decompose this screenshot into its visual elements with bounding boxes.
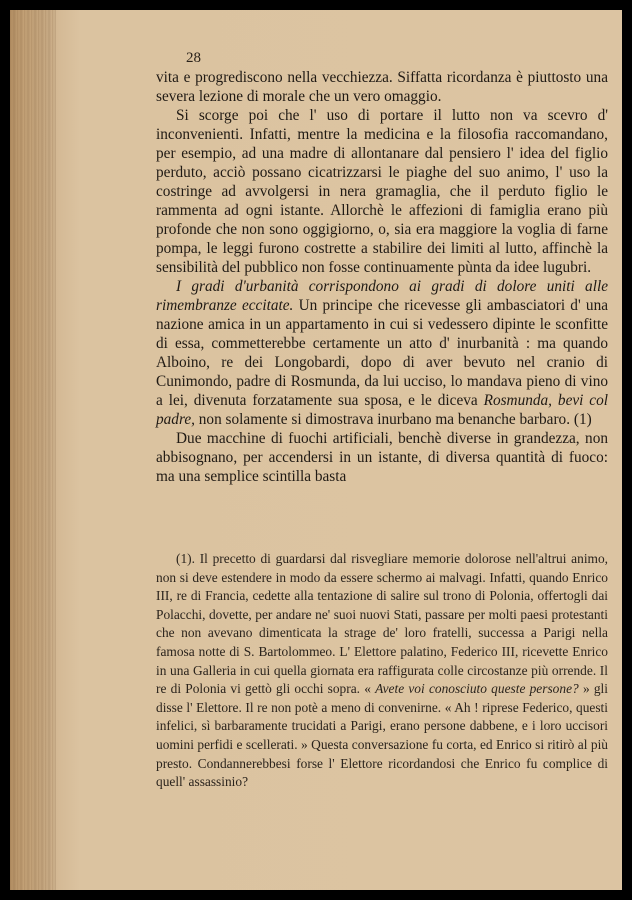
page-number: 28	[186, 50, 201, 66]
text-segment: » gli disse l' Elettore. Il re non potè a meno di convenirne. « Ah ! riprese Federico, questi infelici, sì barbaramente trucidati a Parigi, erano persone dabbene, e i loro uccisori uomini perfidi e scellerati. » Questa conversazione fu corta, ed Enrico si ritirò al più presto. Condannerebbesi forse l' Elettore ricordandosi che Enrico fu complice di quell' assassinio?	[156, 681, 608, 790]
page-gutter	[10, 10, 56, 890]
text-segment: non solamente si dimostrava inurbano ma benanche barbaro. (1)	[194, 411, 592, 428]
italic-quote: Avete voi conosciuto queste persone?	[375, 681, 579, 697]
italic-quote: Rosmunda, bevi col padre,	[156, 392, 608, 428]
paragraph	[156, 106, 608, 277]
text-segment: Si scorge poi che l' uso di portare il lutto non va scevro d' inconvenienti. Infatti, mentre la medicina e la filosofia raccomandano, per esempio, ad una madre di allontanare dal pensiero l' idea del figlio perduto, acciò possano cicatrizzarsi le piaghe del suo animo, l' uso la costringe ad avvolgersi in nera gramaglia, che il perduto figlio le rammenta ad ogni istante. Allorchè le affezioni di famiglia erano più profonde che non sono oggigiorno, o, sia era maggiore la voglia di farne pompa, le leggi furono costrette a stabilire dei limiti al lutto, affinchè la sensibilità del pubblico non fosse continuamente pùnta da idee lugubri.	[156, 107, 608, 276]
paragraph	[156, 277, 608, 429]
book-page	[10, 10, 622, 890]
paragraph	[156, 68, 608, 106]
text-segment: (1). Il precetto di guardarsi dal risvegliare memorie dolorose nell'altrui animo, non si deve estendere in modo da essere schermo ai malvagi. Infatti, quando Enrico III, re di Francia, cedette alla tentazione di salire sul trono di Polonia, offertogli dai Polacchi, dovette, per andare ne' suoi nuovi Stati, passare per molti paesi protestanti che non avevano dimenticata la strage de' loro fratelli, successa a Parigi nella famosa notte di S. Bartolommeo. L' Elettore palatino, Federico III, ricevette Enrico in una Galleria in cui quella giornata era raffigurata colle circostanze più orrende. Il re di Polonia vi gettò gli occhi sopra. «	[156, 551, 608, 697]
main-text	[156, 68, 608, 486]
text-segment: vita e progrediscono nella vecchiezza. Siffatta ricordanza è piuttosto una severa lezione di morale che un vero omaggio.	[156, 69, 608, 105]
text-segment: Due macchine di fuochi artificiali, benchè diverse in grandezza, non abbisognano, per accendersi in un istante, di diversa quantità di fuoco: ma una semplice scintilla basta	[156, 430, 608, 485]
paragraph	[156, 429, 608, 486]
text-segment: Un principe che ricevesse gli ambasciatori d' una nazione amica in un appartamento in cui si vedessero dipinte le sconfitte di essa, commetterebbe certamente un atto d' inurbanità : ma quando Alboino, re dei Longobardi, dopo di aver bevuto nel cranio di Cunimondo, padre di Rosmunda, da lui ucciso, lo mandava pieno di vino a lei, divenuta forzatamente sua sposa, e le diceva	[156, 297, 609, 409]
footnote	[156, 550, 608, 792]
italic-maxim: I gradi d'urbanità corrispondono ai gradi di dolore uniti alle rimembranze eccitate.	[156, 278, 608, 314]
footnote-paragraph	[156, 550, 608, 792]
